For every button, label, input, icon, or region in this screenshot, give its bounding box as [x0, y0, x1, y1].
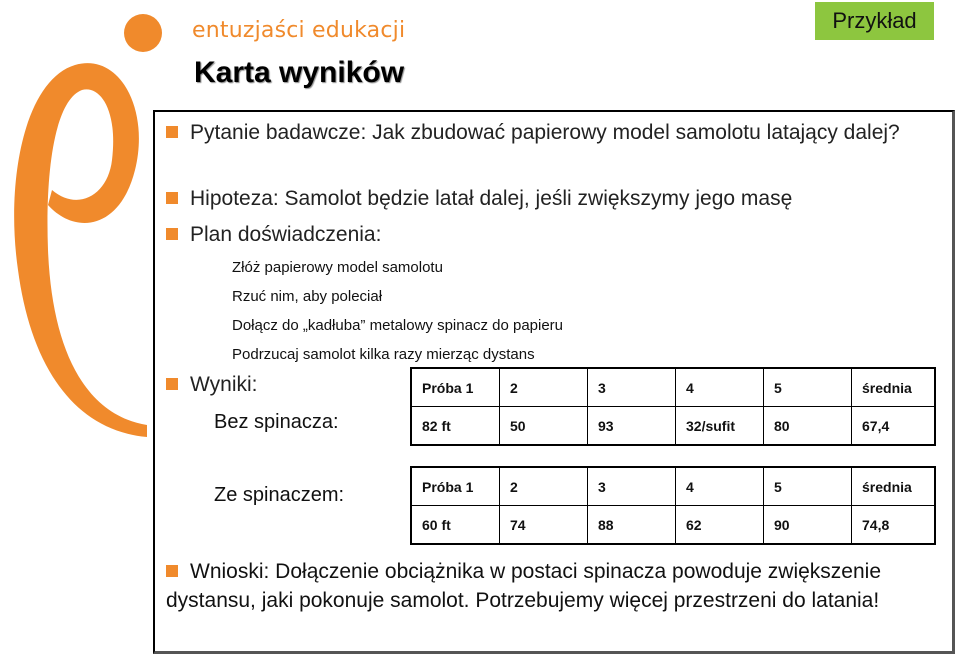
brand-name: entuzjaści edukacji — [192, 18, 406, 43]
conclusion — [166, 557, 936, 615]
hypothesis — [166, 186, 792, 212]
table-cell: 32/sufit — [676, 407, 764, 446]
example-badge: Przykład — [815, 2, 934, 40]
plan-step: Rzuć nim, aby poleciał — [232, 288, 383, 305]
table-header-row — [411, 467, 935, 506]
table-cell: 50 — [500, 407, 588, 446]
table-cell: średnia — [852, 467, 936, 506]
bullet-square-icon — [166, 565, 178, 577]
plan-step: Dołącz do „kadłuba” metalowy spinacz do papieru — [232, 317, 564, 334]
bullet-square-icon — [166, 192, 178, 204]
logo-e-shape — [14, 63, 147, 437]
table-cell: 82 ft — [411, 407, 500, 446]
plan-step: Złóż papierowy model samolotu — [232, 259, 443, 276]
logo-dot — [124, 14, 162, 52]
table-cell: 93 — [588, 407, 676, 446]
table-row — [411, 506, 935, 545]
table-cell: 74,8 — [852, 506, 936, 545]
table-cell: Próba 1 — [411, 368, 500, 407]
research-question-text: Pytanie badawcze: Jak zbudować papierowy model samolotu latający dalej? — [190, 121, 900, 144]
plan-heading-text: Plan doświadczenia: — [190, 223, 382, 246]
table-cell: Próba 1 — [411, 467, 500, 506]
table-cell: 3 — [588, 368, 676, 407]
conclusion-text: Wnioski: Dołączenie obciążnika w postaci spinacza powoduje zwiększenie dystansu, jaki pokonuje samolot. Potrzebujemy więcej przestrzeni do latania! — [166, 560, 882, 612]
with-clip-label: Ze spinaczem: — [214, 484, 345, 506]
table-cell: 62 — [676, 506, 764, 545]
hypothesis-text: Hipoteza: Samolot będzie latał dalej, jeśli zwiększymy jego masę — [190, 187, 793, 210]
page-title: Karta wyników — [194, 56, 405, 89]
bullet-square-icon — [166, 228, 178, 240]
bullet-square-icon — [166, 126, 178, 138]
results-heading — [166, 372, 257, 398]
table-cell: 67,4 — [852, 407, 936, 446]
results-table-without-clip — [410, 367, 936, 446]
plan-step: Podrzucaj samolot kilka razy mierząc dystans — [232, 346, 535, 363]
table-cell: 80 — [764, 407, 852, 446]
table-cell: 5 — [764, 467, 852, 506]
table-cell: 60 ft — [411, 506, 500, 545]
research-question — [166, 120, 926, 146]
table-cell: 2 — [500, 467, 588, 506]
table-cell: 4 — [676, 467, 764, 506]
without-clip-label: Bez spinacza: — [214, 411, 339, 433]
table-cell: 3 — [588, 467, 676, 506]
plan-heading — [166, 222, 381, 248]
results-table-with-clip — [410, 466, 936, 545]
table-cell: 4 — [676, 368, 764, 407]
table-cell: 90 — [764, 506, 852, 545]
table-cell: 88 — [588, 506, 676, 545]
table-row — [411, 407, 935, 446]
table-cell: 2 — [500, 368, 588, 407]
bullet-square-icon — [166, 378, 178, 390]
table-cell: 74 — [500, 506, 588, 545]
table-cell: 5 — [764, 368, 852, 407]
table-header-row — [411, 368, 935, 407]
results-heading-text: Wyniki: — [190, 373, 258, 396]
table-cell: średnia — [852, 368, 936, 407]
